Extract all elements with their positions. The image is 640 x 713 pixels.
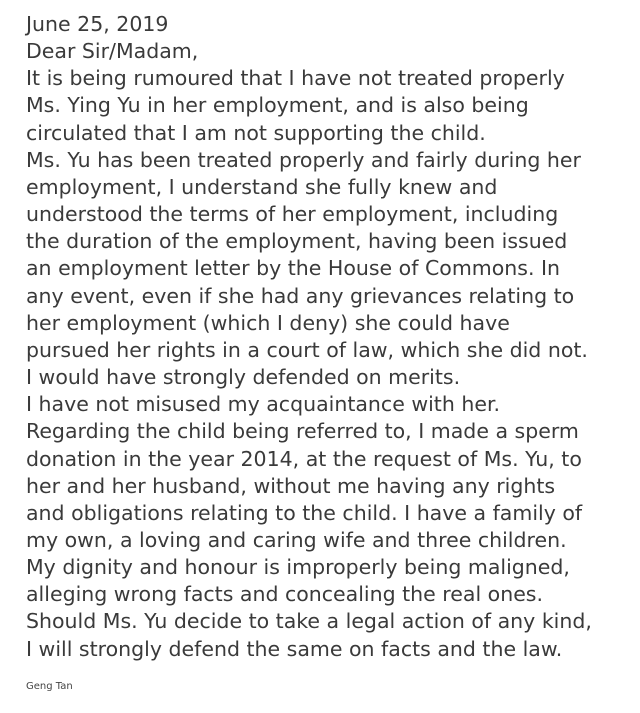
letter-line: my own, a loving and caring wife and three children. [26, 527, 567, 552]
letter-line: pursued her rights in a court of law, which she did not. [26, 337, 588, 362]
letter-line: Should Ms. Yu decide to take a legal action of any kind, [26, 609, 592, 634]
letter-line: her and her husband, without me having any rights [26, 473, 556, 498]
letter-line: understood the terms of her employment, including [26, 202, 559, 227]
letter-line: and obligations relating to the child. I have a family of [26, 500, 583, 525]
letter-line: an employment letter by the House of Commons. In [26, 256, 561, 281]
letter-line: It is being rumoured that I have not treated properly [26, 66, 565, 91]
letter-line: donation in the year 2014, at the request of Ms. Yu, to [26, 446, 582, 471]
signature: Geng Tan [26, 681, 73, 692]
letter-line: Regarding the child being referred to, I made a sperm [26, 419, 579, 444]
letter-line: Ms. Ying Yu in her employment, and is also being [26, 93, 529, 118]
letter-line: alleging wrong facts and concealing the real ones. [26, 582, 544, 607]
letter-line: employment, I understand she fully knew and [26, 174, 498, 199]
letter-line: circulated that I am not supporting the child. [26, 120, 486, 145]
letter-line: the duration of the employment, having been issued [26, 229, 568, 254]
letter-line: I would have strongly defended on merits. [26, 365, 461, 390]
letter-line: I have not misused my acquaintance with her. [26, 392, 501, 417]
letter-line: Ms. Yu has been treated properly and fairly during her [26, 147, 581, 172]
letter-line: her employment (which I deny) she could have [26, 310, 510, 335]
letter-body [26, 11, 626, 663]
letter-date: June 25, 2019 [26, 12, 169, 36]
letter-line: I will strongly defend the same on facts and the law. [26, 636, 563, 661]
letter-line: My dignity and honour is improperly being maligned, [26, 555, 570, 580]
letter-salutation: Dear Sir/Madam, [26, 39, 199, 64]
letter-line: any event, even if she had any grievances relating to [26, 283, 575, 308]
